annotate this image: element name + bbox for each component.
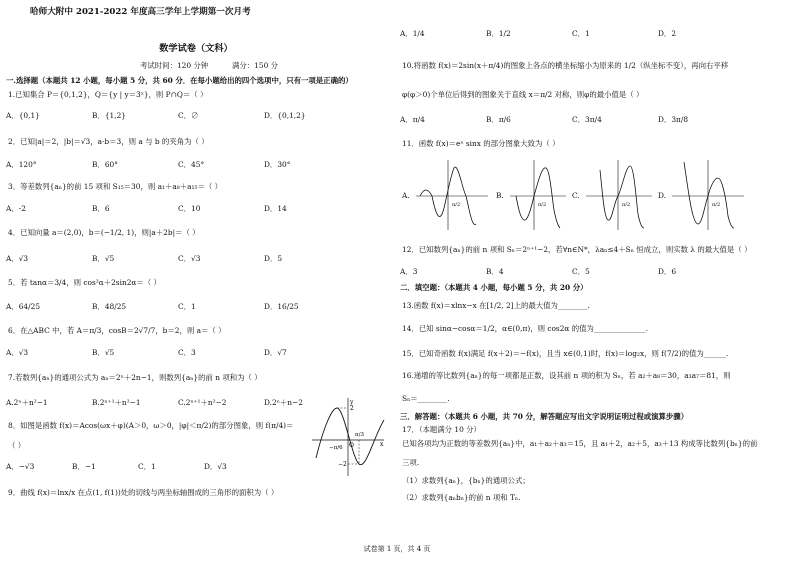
option[interactable]: C．10: [178, 204, 201, 213]
q11-graph-d: [670, 158, 746, 232]
option[interactable]: A．√3: [6, 254, 29, 263]
tick-label: π/2: [712, 202, 721, 208]
q4-stem: 4．已知向量 a＝(2,0)，b＝(−1/2, 1)，则|a＋2b|＝（ ）: [8, 228, 200, 237]
q11-option-d[interactable]: D.: [658, 191, 667, 200]
option[interactable]: B．{1,2}: [92, 111, 126, 120]
cosine-curve: [316, 408, 384, 465]
option[interactable]: C．1: [178, 302, 196, 311]
q8-cosine-graph: [310, 396, 386, 478]
q4-options: [6, 255, 386, 263]
y-top-label: 2: [350, 405, 354, 412]
option[interactable]: D．5: [264, 254, 283, 263]
option[interactable]: D．14: [264, 204, 287, 213]
q16-stem: 16.递增的等比数列{aₙ}的每一项都是正数，设其前 n 项的积为 Sₙ，若 a₂＋a₈＝30，a₃a₇＝81，则: [402, 371, 731, 380]
option[interactable]: A．120°: [6, 160, 37, 169]
q3-options: [6, 205, 386, 213]
option[interactable]: A．64/25: [6, 302, 41, 311]
curve: [516, 168, 560, 228]
option[interactable]: C.2ⁿ⁺¹＋n²−2: [178, 398, 227, 407]
option[interactable]: A．π/4: [400, 115, 425, 124]
option[interactable]: C．√3: [178, 254, 201, 263]
q14-stem[interactable]: 14．已知 sinα−cosα＝1/2，α∈(0,π)，则 cos2α 的值为______________.: [402, 324, 649, 333]
q6-stem: 6．在△ABC 中，若 A＝π/3，cosB＝2√7/7，b＝2，则 a＝（ ）: [8, 326, 226, 335]
q10-options: [400, 116, 788, 124]
option[interactable]: D．16/25: [264, 302, 299, 311]
q6-options: [6, 349, 386, 357]
option[interactable]: B．1/2: [486, 29, 511, 38]
option[interactable]: D．√7: [264, 348, 287, 357]
q17-part-2: （2）求数列{aₙbₙ}的前 n 项和 Tₙ.: [402, 493, 521, 502]
x2-label: π/3: [355, 432, 364, 438]
option[interactable]: B．60°: [92, 160, 118, 169]
option[interactable]: B.2ⁿ⁺¹＋n²−1: [92, 398, 141, 407]
q5-options: [6, 303, 386, 311]
section-2-heading: 二．填空题：（本题共 4 小题，每小题 5 分，共 20 分）: [400, 283, 588, 292]
option[interactable]: D．3π/8: [658, 115, 689, 124]
q11-option-b[interactable]: B.: [496, 191, 504, 200]
option[interactable]: B．√5: [92, 348, 115, 357]
option[interactable]: D．√3: [204, 462, 227, 471]
q11-graph-a: [414, 158, 490, 232]
option[interactable]: C．3π/4: [572, 115, 602, 124]
q2-stem: 2．已知|a|＝2，|b|＝√3，a·b＝3，则 a 与 b 的夹角为（ ）: [8, 137, 209, 146]
option[interactable]: C．3: [178, 348, 196, 357]
q12-options: [400, 268, 788, 276]
q3-stem: 3．等差数列{aₙ}的前 15 项和 S₁₅＝30，则 a₁＋a₈＋a₁₅＝（ ）: [8, 182, 222, 191]
y-bottom-label: −2: [338, 461, 347, 468]
q1-options: [6, 112, 386, 120]
page-footer: 试卷第 1 页，共 4 页: [363, 545, 431, 553]
option[interactable]: C．45°: [178, 160, 205, 169]
q5-stem: 5．若 tanα＝3/4，则 cos²α＋2sin2α＝（ ）: [8, 278, 161, 287]
q9-options: [400, 30, 788, 38]
option[interactable]: B．4: [486, 267, 504, 276]
origin-label: O: [349, 442, 354, 449]
q11-graph-b: [508, 158, 568, 232]
tick-label: π/2: [622, 202, 631, 208]
option[interactable]: A．-2: [6, 204, 26, 213]
q7-stem: 7.若数列{aₙ}的通项公式为 aₙ＝2ⁿ＋2n−1，则数列{aₙ}的前 n 项和为（ ）: [8, 373, 262, 382]
right-column: [400, 0, 788, 540]
q17-part-1: （1）求数列{aₙ}，{bₙ}的通项公式；: [402, 476, 530, 485]
option[interactable]: B．6: [92, 204, 110, 213]
left-column: [6, 0, 386, 540]
q2-options: [6, 161, 386, 169]
curve: [600, 166, 644, 228]
q8-stem: 8．如图是函数 f(x)＝Acos(ωx＋φ)(A＞0，ω＞0，|φ|＜π/2)的部分图象，则 f(π/4)＝: [8, 421, 294, 430]
option[interactable]: A．√3: [6, 348, 29, 357]
q1-stem: 1.已知集合 P＝{0,1,2}，Q＝{y | y＝3ˣ}，则 P∩Q＝（ ）: [8, 90, 208, 99]
q11-option-a[interactable]: A.: [402, 191, 410, 200]
exam-time: 考试时间：120 分钟: [140, 61, 209, 70]
option[interactable]: A．1/4: [400, 29, 425, 38]
q17-stem: 已知各项均为正数的等差数列{aₙ}中，a₁＋a₂＋a₃＝15，且 a₁＋2，a₂＋5，a₃＋13 构成等比数列{bₙ}的前: [402, 439, 758, 448]
q8-options: [6, 463, 306, 471]
option[interactable]: A．−√3: [6, 462, 35, 471]
curve: [684, 162, 734, 228]
option[interactable]: D.2ⁿ＋n−2: [264, 398, 303, 407]
option[interactable]: B．√5: [92, 254, 115, 263]
x-axis-label: x: [380, 441, 384, 448]
q17-number: 17．（本题满分 10 分）: [402, 425, 481, 434]
option[interactable]: D．{0,1,2}: [264, 111, 306, 120]
section-3-heading: 三．解答题：（本题共 6 小题，共 70 分，解答题应写出文字说明证明过程或演算步骤）: [400, 412, 689, 421]
option[interactable]: A．3: [400, 267, 418, 276]
tick-label: π/2: [538, 202, 547, 208]
option[interactable]: D．30°: [264, 160, 291, 169]
q11-graph-c: [584, 158, 654, 232]
q8-stem-cont: （ ）: [8, 441, 26, 450]
q15-stem[interactable]: 15．已知奇函数 f(x)满足 f(x＋2)＝−f(x)，且当 x∈(0,1)时，f(x)＝log₂x，则 f(7/2)的值为______.: [402, 349, 729, 358]
exam-title: 哈师大附中 2021-2022 年度高三学年上学期第一次月考: [30, 7, 251, 17]
q17-stem-cont: 三项.: [402, 458, 420, 467]
q12-stem: 12．已知数列{aₙ}的前 n 项和 Sₙ＝2ⁿ⁺¹−2，若∀n∈N*，λaₙ≤4＋Sₙ 恒成立，则实数 λ 的最大值是（ ）: [402, 245, 752, 254]
option[interactable]: D．6: [658, 267, 677, 276]
option[interactable]: B．48/25: [92, 302, 127, 311]
y-axis-label: y: [350, 399, 354, 406]
exam-score: 满分：150 分: [232, 61, 279, 70]
q11-option-c[interactable]: C.: [572, 191, 580, 200]
q11-stem: 11．函数 f(x)＝eˣ sinx 的部分图象大致为（ ）: [402, 139, 560, 148]
option[interactable]: B．−1: [72, 462, 96, 471]
section-1-heading: 一.选择题（本题共 12 小题，每小题 5 分，共 60 分．在每小题给出的四个选项中，只有一项是正确的）: [6, 76, 353, 85]
option[interactable]: C．1: [572, 29, 590, 38]
option[interactable]: C．1: [138, 462, 156, 471]
exam-subject: 数学试卷（文科）: [159, 43, 233, 54]
q10-stem: 10.将函数 f(x)＝2sin(x＋π/4)的图象上各点的横坐标缩小为原来的 1/2（纵坐标不变），再向右平移: [402, 61, 729, 70]
tick-label: π/2: [452, 202, 461, 208]
option[interactable]: C．5: [572, 267, 590, 276]
q10-stem-cont: φ(φ＞0)个单位后得到的图象关于直线 x＝π/2 对称，则φ的最小值是（ ）: [402, 90, 644, 99]
option[interactable]: D．2: [658, 29, 677, 38]
option[interactable]: A.2ⁿ＋n²−1: [6, 398, 48, 407]
option[interactable]: C．∅: [178, 111, 199, 120]
x1-label: −π/6: [329, 445, 343, 451]
q9-stem: 9．曲线 f(x)＝lnx/x 在点(1, f(1))处的切线与两坐标轴围成的三角形的面积为（ ）: [8, 488, 279, 497]
q16-stem-cont[interactable]: Sₙ＝________.: [402, 394, 450, 403]
option[interactable]: A．{0,1}: [6, 111, 40, 120]
q13-stem[interactable]: 13.函数 f(x)＝xlnx−x 在[1/2, 2]上的最大值为________.: [402, 301, 590, 310]
option[interactable]: B．π/6: [486, 115, 511, 124]
